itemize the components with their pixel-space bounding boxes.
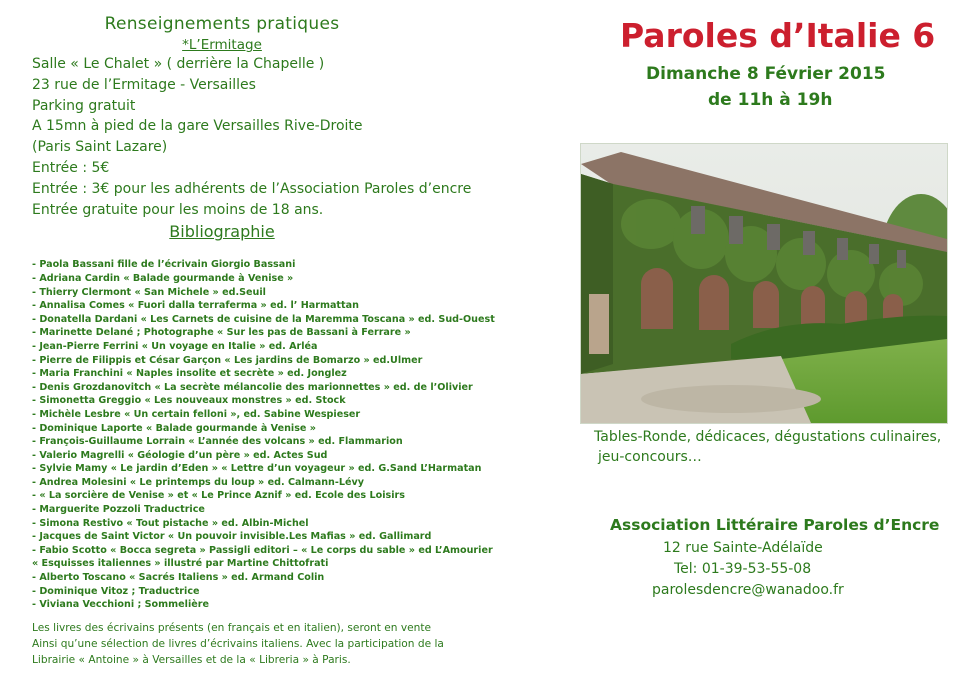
event-hours: de 11h à 19h [708, 90, 833, 110]
info-line: Parking gratuit [32, 97, 136, 114]
info-line: Entrée : 5€ [32, 159, 110, 176]
bibliography-item: - Adriana Cardin « Balade gourmande à Venise » [32, 272, 294, 284]
bibliography-item: - Jean-Pierre Ferrini « Un voyage en Italie » ed. Arléa [32, 340, 318, 352]
left-column [32, 12, 552, 668]
venue-subtitle: *L’Ermitage [182, 37, 262, 53]
practical-section [32, 12, 412, 54]
bibliography-item: - François-Guillaume Lorrain « L’année des volcans » ed. Flammarion [32, 436, 403, 448]
bibliography-item: - Sylvie Mamy « Le jardin d’Eden » « Lettre d’un voyageur » ed. G.Sand L’Harmatan [32, 463, 482, 475]
bibliography-item: - Simonetta Greggio « Les nouveaux monstres » ed. Stock [32, 395, 346, 407]
association-phone: Tel: 01-39-53-55-08 [674, 561, 812, 577]
activities-line: jeu-concours… [598, 449, 702, 465]
bibliography-item: - Viviana Vecchioni ; Sommelière [32, 599, 209, 611]
bibliography-item: - Thierry Clermont « San Michele » ed.Seuil [32, 286, 266, 298]
bibliography-item: - Dominique Laporte « Balade gourmande à Venise » [32, 422, 316, 434]
sales-note-line: Les livres des écrivains présents (en français et en italien), seront en vente [32, 621, 432, 634]
bibliography-item: - Paola Bassani fille de l’écrivain Giorgio Bassani [32, 259, 296, 271]
event-date: Dimanche 8 Février 2015 [646, 64, 886, 84]
info-line: Entrée gratuite pour les moins de 18 ans. [32, 201, 324, 218]
bibliography-item: - Donatella Dardani « Les Carnets de cuisine de la Maremma Toscana » ed. Sud-Ouest [32, 313, 495, 325]
bibliography-item: - « La sorcière de Venise » et « Le Prince Aznif » ed. Ecole des Loisirs [32, 490, 405, 502]
bibliography-item: - Marinette Delané ; Photographe « Sur les pas de Bassani à Ferrare » [32, 327, 411, 339]
bibliography-item: - Andrea Molesini « Le printemps du loup » ed. Calmann-Lévy [32, 476, 365, 488]
bibliography-item: - Valerio Magrelli « Géologie d’un père » ed. Actes Sud [32, 449, 328, 461]
association-email: parolesdencre@wanadoo.fr [652, 582, 844, 598]
bibliography-item: - Michèle Lesbre « Un certain felloni », ed. Sabine Wespieser [32, 408, 361, 420]
sales-note [32, 620, 502, 668]
info-line: A 15mn à pied de la gare Versailles Rive-Droite [32, 118, 363, 135]
event-title: Paroles d’Italie 6 [620, 16, 936, 55]
bibliography-item: - Dominique Vitoz ; Traductrice [32, 585, 200, 597]
bibliography-item: - Marguerite Pozzoli Traductrice [32, 504, 205, 516]
bibliography-item: - Jacques de Saint Victor « Un pouvoir invisible.Les Mafias » ed. Gallimard [32, 531, 432, 543]
bibliography-item: - Fabio Scotto « Bocca segreta » Passigli editori – « Le corps du sable » ed L’Amourier [32, 544, 493, 556]
bibliography-item: - Simona Restivo « Tout pistache » ed. Albin-Michel [32, 517, 309, 529]
sales-note-line: Librairie « Antoine » à Versailles et de la « Libreria » à Paris. [32, 653, 351, 666]
practical-title: Renseignements pratiques [104, 14, 340, 34]
activities-line: Tables-Ronde, dédicaces, dégustations culinaires, [594, 429, 942, 445]
bibliography-item: - Denis Grozdanovitch « La secrète mélancolie des marionnettes » ed. de l’Olivier [32, 381, 473, 393]
bibliography-title: Bibliographie [169, 222, 275, 242]
info-line: (Paris Saint Lazare) [32, 139, 168, 156]
sales-note-line: Ainsi qu’une sélection de livres d’écrivains italiens. Avec la participation de la [32, 637, 444, 650]
activities [594, 427, 954, 467]
info-line: Salle « Le Chalet » ( derrière la Chapelle ) [32, 56, 325, 72]
bibliography-item: - Pierre de Filippis et César Garçon « Les jardins de Bomarzo » ed.Ulmer [32, 354, 423, 366]
association-address: 12 rue Sainte-Adélaïde [663, 540, 823, 556]
bibliography-list [32, 258, 552, 611]
bibliography-item: « Esquisses italiennes » illustré par Martine Chittofrati [32, 558, 329, 570]
association-name: Association Littéraire Paroles d’Encre [610, 516, 940, 534]
venue-photo [580, 143, 948, 424]
info-line: 23 rue de l’Ermitage - Versailles [32, 76, 256, 93]
info-line: Entrée : 3€ pour les adhérents de l’Association Paroles d’encre [32, 180, 472, 197]
bibliography-item: - Annalisa Comes « Fuori dalla terraferma » ed. l’ Harmattan [32, 300, 359, 312]
bibliography-item: - Alberto Toscano « Sacrés Italiens » ed. Armand Colin [32, 572, 325, 584]
bibliography-item: - Maria Franchini « Naples insolite et secrète » ed. Jonglez [32, 368, 347, 380]
practical-info [32, 54, 552, 220]
